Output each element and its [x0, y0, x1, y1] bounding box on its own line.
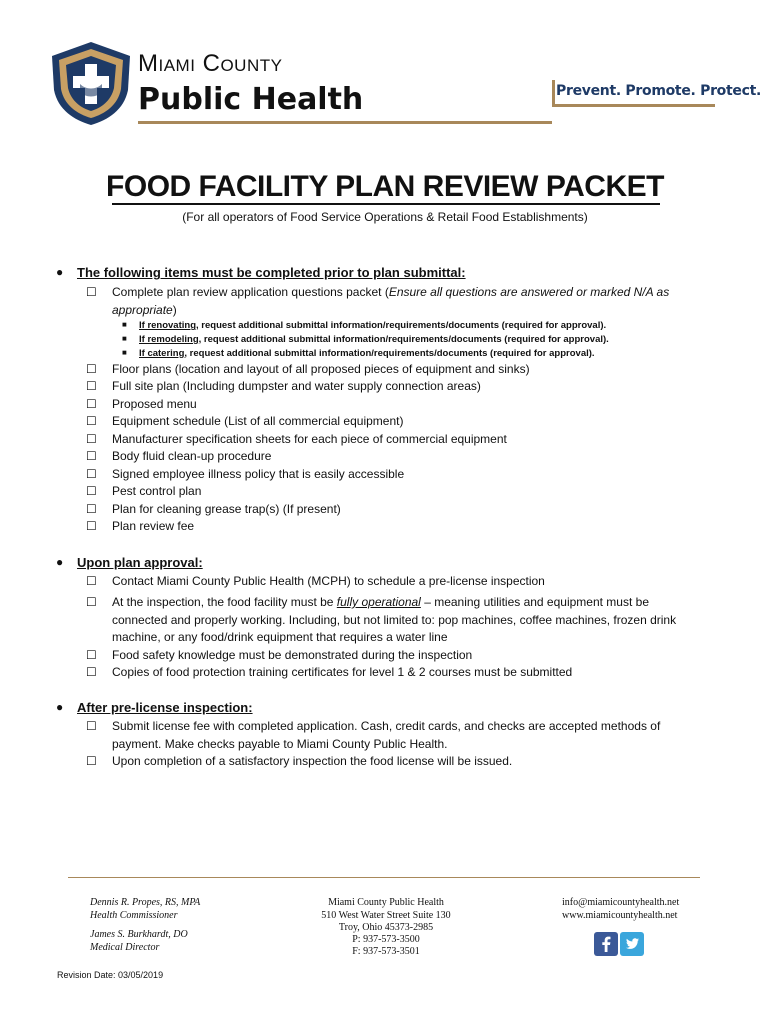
checkbox-icon: ☐ [86, 595, 97, 609]
checkbox-icon: ☐ [86, 519, 97, 533]
checkbox-icon: ☐ [86, 467, 97, 481]
checkbox-icon: ☐ [86, 648, 97, 662]
checkbox-icon: ☐ [86, 484, 97, 498]
checklist-item: ☐ Submit license fee with completed application. Cash, credit cards, and checks are accepted methods of payment. Make checks payable to Miami County Public Health. [86, 719, 661, 751]
checkbox-icon: ☐ [86, 449, 97, 463]
checkbox-icon: ☐ [86, 362, 97, 376]
section-heading-after-inspection: After pre-license inspection: [77, 700, 253, 715]
bullet-icon: ● [56, 555, 64, 569]
square-bullet-icon: ■ [122, 348, 127, 357]
footer-fax: F: 937-573-3501 [352, 946, 420, 957]
checkbox-icon: ☐ [86, 397, 97, 411]
checkbox-icon: ☐ [86, 414, 97, 428]
checkbox-icon: ☐ [86, 285, 97, 299]
checkbox-icon: ☐ [86, 719, 97, 733]
checkbox-icon: ☐ [86, 574, 97, 588]
footer-address-org: Miami County Public Health [328, 897, 444, 908]
org-name-line-1: Miami County [138, 50, 283, 77]
section-heading-prior-submittal: The following items must be completed prior to plan submittal: [77, 265, 466, 280]
title-underline [112, 203, 660, 205]
footer-director-title: Medical Director [90, 942, 160, 953]
footer-commissioner-title: Health Commissioner [90, 910, 178, 921]
checkbox-icon: ☐ [86, 754, 97, 768]
bullet-icon: ● [56, 700, 64, 714]
org-name-line-2: Public Health [138, 82, 364, 117]
footer-address-street: 510 West Water Street Suite 130 [321, 910, 451, 921]
checkbox-icon: ☐ [86, 432, 97, 446]
page-title: FOOD FACILITY PLAN REVIEW PACKET [106, 170, 664, 203]
footer-email: info@miamicountyhealth.net [562, 897, 680, 908]
checkbox-icon: ☐ [86, 379, 97, 393]
shield-cross-logo-icon [50, 40, 132, 126]
bullet-icon: ● [56, 265, 64, 279]
page-subtitle: (For all operators of Food Service Operations & Retail Food Establishments) [182, 210, 588, 224]
checkbox-icon: ☐ [86, 665, 97, 679]
footer-address-city: Troy, Ohio 45373-2985 [338, 922, 434, 933]
twitter-icon[interactable] [620, 932, 644, 956]
tagline: Prevent. Promote. Protect. [556, 83, 761, 99]
facebook-icon[interactable] [594, 932, 618, 956]
checkbox-icon: ☐ [86, 502, 97, 516]
checklist-item: ☐ At the inspection, the food facility must be fully operational – meaning utilities and equipment must be connected and properly working. Including, but not limited to: pop machines, coffee machines, frozen drink machine, or any food/drink equipment that requires a water line [86, 595, 677, 644]
square-bullet-icon: ■ [122, 320, 127, 329]
footer-phone: P: 937-573-3500 [352, 934, 420, 945]
square-bullet-icon: ■ [122, 334, 127, 343]
footer-director-name: James S. Burkhardt, DO [90, 929, 188, 940]
header-rule [138, 121, 552, 124]
revision-date: Revision Date: 03/05/2019 [57, 970, 164, 980]
footer-website: www.miamicountyhealth.net [562, 910, 678, 921]
section-heading-plan-approval: Upon plan approval: [77, 555, 203, 570]
footer-commissioner-name: Dennis R. Propes, RS, MPA [90, 897, 201, 908]
footer-rule [68, 877, 700, 878]
